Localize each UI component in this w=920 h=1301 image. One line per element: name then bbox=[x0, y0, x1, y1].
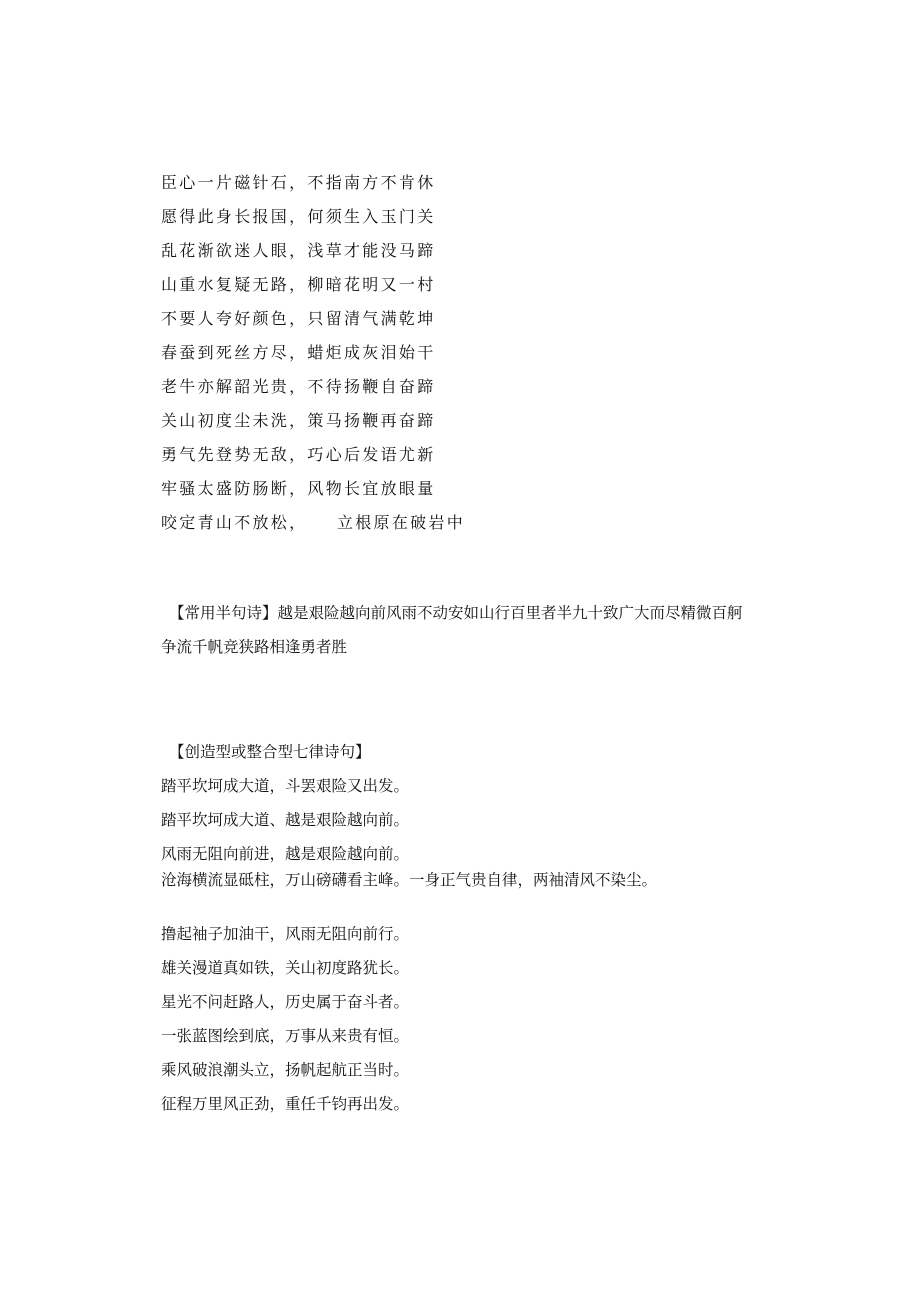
section-heading: 【创造型或整合型七律诗句】 bbox=[169, 743, 371, 761]
verse-line: 沧海横流显砥柱，万山磅礴看主峰。一身正气贵自律，两袖清风不染尘。 bbox=[161, 871, 658, 889]
half-line-poems-paragraph bbox=[161, 606, 811, 674]
verse-line: 踏平坎坷成大道、越是艰险越向前。 bbox=[161, 811, 410, 829]
verse-line: 星光不问赶路人，历史属于奋斗者。 bbox=[161, 993, 410, 1011]
poem-couplet-list bbox=[161, 175, 465, 549]
verse-line: 风雨无阻向前进，越是艰险越向前。 bbox=[161, 845, 410, 863]
poem-couplet: 勇气先登势无敌，巧心后发语尤新 bbox=[161, 445, 436, 464]
poem-couplet: 春蚕到死丝方尽，蜡炬成灰泪始干 bbox=[161, 343, 436, 362]
poem-couplet: 牢骚太盛防肠断，风物长宜放眼量 bbox=[161, 479, 436, 498]
verse-line: 雄关漫道真如铁，关山初度路犹长。 bbox=[161, 959, 410, 977]
verse-line: 征程万里风正劲，重任千钧再出发。 bbox=[161, 1095, 410, 1113]
verse-line: 踏平坎坷成大道，斗罢艰险又出发。 bbox=[161, 777, 410, 795]
created-verses-section bbox=[161, 745, 657, 1131]
half-line-poems-text: 争流千帆竞狭路相逢勇者胜 bbox=[161, 638, 348, 656]
poem-couplet: 愿得此身长报国，何须生入玉门关 bbox=[161, 207, 436, 226]
poem-couplet: 不要人夸好颜色，只留清气满乾坤 bbox=[161, 309, 436, 328]
paragraph-gap bbox=[161, 907, 657, 927]
poem-couplet: 山重水复疑无路，柳暗花明又一村 bbox=[161, 275, 436, 294]
poem-couplet: 关山初度尘未洗，策马扬鞭再奋蹄 bbox=[161, 411, 436, 430]
verse-line: 撸起袖子加油干，风雨无阻向前行。 bbox=[161, 925, 410, 943]
half-line-poems-text: 【常用半句诗】越是艰险越向前风雨不动安如山行百里者半九十致广大而尽精微百舸 bbox=[169, 604, 743, 622]
verse-line: 一张蓝图绘到底，万事从来贵有恒。 bbox=[161, 1027, 410, 1045]
poem-couplet: 咬定青山不放松， 立根原在破岩中 bbox=[161, 513, 466, 532]
poem-couplet: 乱花渐欲迷人眼，浅草才能没马蹄 bbox=[161, 241, 436, 260]
verse-line: 乘风破浪潮头立，扬帆起航正当时。 bbox=[161, 1061, 410, 1079]
poem-couplet: 臣心一片磁针石，不指南方不肯休 bbox=[161, 173, 436, 192]
poem-couplet: 老牛亦解韶光贵，不待扬鞭自奋蹄 bbox=[161, 377, 436, 396]
